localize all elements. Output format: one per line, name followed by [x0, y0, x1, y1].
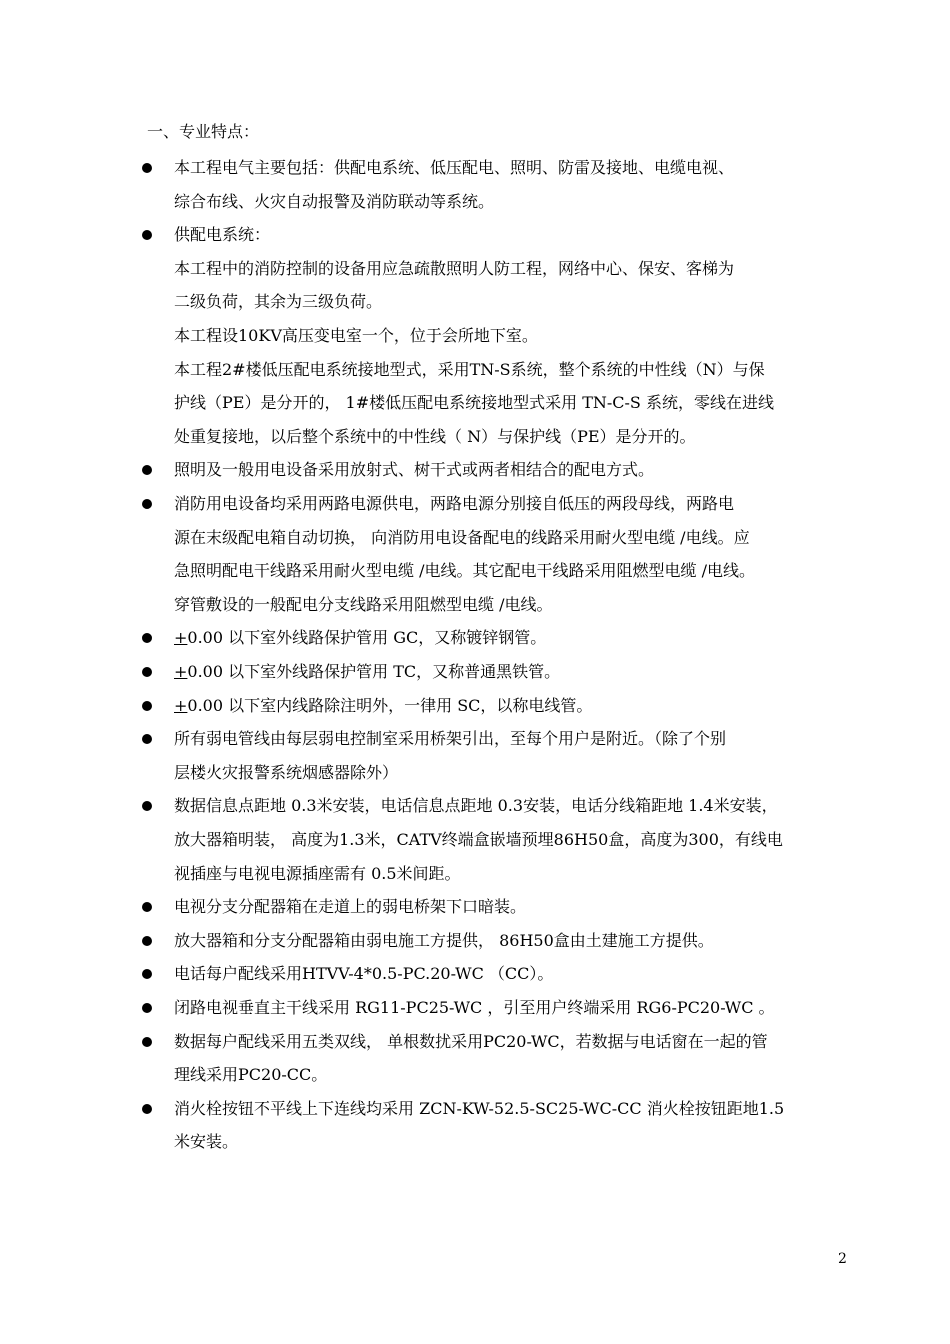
list-item-text: 消防用电设备均采用两路电源供电，两路电源分别接自低压的两段母线，两路电: [174, 494, 735, 513]
bullet-icon: [142, 1104, 152, 1114]
bullet-icon: [142, 734, 152, 744]
bullet-icon: [142, 902, 152, 912]
plus-minus-sign: +: [174, 628, 188, 648]
list-item-line: [174, 964, 553, 984]
bullet-icon: [142, 499, 152, 509]
list-item-line: [174, 696, 592, 716]
list-item-text: 放大器箱和分支分配器箱由弱电施工方提供， 86H50盒由土建施工方提供。: [174, 930, 714, 950]
bullet-icon: [142, 667, 152, 677]
bullet-icon: [142, 701, 152, 711]
list-item-text: 处重复接地，以后整个系统中的中性线（ N）与保护线（PE）是分开的。: [174, 426, 696, 446]
list-item-text: 供配电系统：: [174, 225, 271, 245]
section-heading: 一、专业特点：: [147, 122, 260, 141]
list-item-line: [174, 360, 765, 380]
list-item-line: [174, 628, 546, 648]
bullet-icon: [142, 801, 152, 811]
list-item-text: 0.00 以下室外线路保护管用 GC，又称镀锌钢管。: [187, 628, 547, 648]
list-item-line: [174, 393, 774, 413]
list-item-line: [174, 998, 775, 1018]
list-item-text: 综合布线、火灾自动报警及消防联动等系统。: [174, 191, 495, 211]
list-item-text: 电视分支分配器箱在走道上的弱电桥架下口暗装。: [174, 897, 527, 917]
list-item-text: 源在末级配电箱自动切换， 向消防用电设备配电的线路采用耐火型电缆 /电线。应: [174, 527, 750, 547]
list-item-text: 本工程2#楼低压配电系统接地型式，采用TN-S系统，整个系统的中性线（N）与保: [174, 359, 765, 379]
bullet-icon: [142, 633, 152, 643]
list-item-line: [174, 662, 560, 682]
list-item-line: [174, 1065, 327, 1085]
list-item-line: [174, 897, 526, 917]
list-item-line: [174, 192, 494, 212]
list-item-line: [174, 561, 755, 581]
list-item-text: 本工程电气主要包括：供配电系统、低压配电、照明、防雷及接地、电缆电视、: [174, 158, 735, 177]
bullet-icon: [142, 230, 152, 240]
list-item-text: 数据每户配线采用五类双线， 单根数扰采用PC20-WC，若数据与电话窗在一起的管: [174, 1031, 768, 1051]
list-item-line: [174, 158, 734, 178]
list-item-text: 数据信息点距地 0.3米安装，电话信息点距地 0.3安装，电话分线箱距地 1.4米安装，: [174, 796, 778, 816]
list-item-line: [174, 1032, 768, 1052]
list-item-text: 本工程设10KV高压变电室一个，位于会所地下室。: [174, 326, 538, 345]
bullet-icon: [142, 1003, 152, 1013]
list-item-line: [174, 864, 461, 884]
bullet-icon: [142, 936, 152, 946]
plus-minus-sign: +: [174, 662, 188, 681]
list-item-text: 放大器箱明装， 高度为1.3米，CATV终端盒嵌墙预埋86H50盒，高度为300，有线电: [174, 830, 783, 849]
list-item-text: 米安装。: [174, 1132, 239, 1152]
list-item-line: [174, 1099, 784, 1119]
list-item-line: [174, 830, 783, 850]
list-item-line: [174, 326, 538, 346]
list-item-text: 照明及一般用电设备采用放射式、树干式或两者相结合的配电方式。: [174, 460, 655, 480]
list-item-text: 本工程中的消防控制的设备用应急疏散照明人防工程，网络中心、保安、客梯为: [174, 258, 735, 278]
list-item-line: [174, 427, 696, 447]
list-item-line: [174, 460, 654, 480]
list-item-text: 闭路电视垂直主干线采用 RG11-PC25-WC ，引至用户终端采用 RG6-PC20-WC 。: [174, 998, 775, 1017]
list-item-text: 急照明配电干线路采用耐火型电缆 /电线。其它配电干线路采用阻燃型电缆 /电线。: [174, 561, 755, 581]
list-item-text: 视插座与电视电源插座需有 0.5米间距。: [174, 863, 461, 883]
plus-minus-sign: +: [174, 695, 188, 715]
bullet-icon: [142, 1037, 152, 1047]
list-item-line: [174, 494, 734, 514]
list-item-text: 0.00 以下室内线路除注明外，一律用 SC，以称电线管。: [187, 695, 593, 715]
list-item-line: [174, 528, 750, 548]
list-item-line: [174, 796, 778, 816]
list-item-line: [174, 595, 552, 615]
list-item-text: 层楼火灾报警系统烟感器除外）: [174, 762, 399, 782]
list-item-text: 理线采用PC20-CC。: [174, 1065, 328, 1085]
list-item-text: 0.00 以下室外线路保护管用 TC，又称普通黑铁管。: [187, 662, 561, 681]
list-item-line: [174, 763, 398, 783]
bullet-icon: [142, 969, 152, 979]
list-item-text: 护线（PE）是分开的， 1#楼低压配电系统接地型式采用 TN-C-S 系统，零线在进线: [174, 393, 774, 413]
list-item-line: [174, 292, 382, 312]
list-item-line: [174, 225, 270, 245]
list-item-text: 消火栓按钮不平线上下连线均采用 ZCN-KW-52.5-SC25-WC-CC 消火栓按钮距地1.5: [174, 1098, 785, 1118]
bullet-icon: [142, 465, 152, 475]
page-number: 2: [838, 1251, 847, 1267]
list-item-line: [174, 931, 714, 951]
list-item-text: 电话每户配线采用HTVV-4*0.5-PC.20-WC （CC）。: [174, 964, 554, 984]
list-item-line: [174, 259, 734, 279]
list-item-text: 二级负荷，其余为三级负荷。: [174, 292, 383, 312]
list-item-text: 穿管敷设的一般配电分支线路采用阻燃型电缆 /电线。: [174, 594, 553, 614]
bullet-icon: [142, 163, 152, 173]
list-item-line: [174, 729, 726, 749]
list-item-line: [174, 1132, 238, 1152]
list-item-text: 所有弱电管线由每层弱电控制室采用桥架引出，至每个用户是附近。（除了个别: [174, 729, 727, 749]
